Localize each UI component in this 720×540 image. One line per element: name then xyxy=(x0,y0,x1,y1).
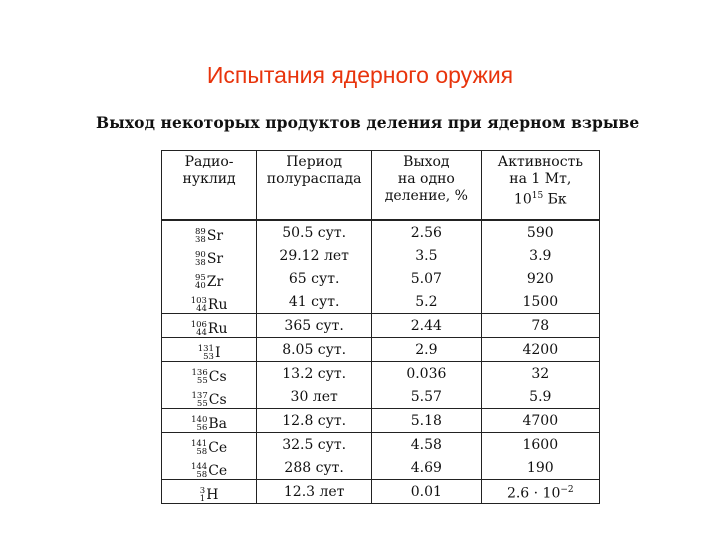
cell-half-life: 365 сут. xyxy=(257,314,372,338)
cell-half-life: 41 сут. xyxy=(257,290,372,314)
cell-half-life: 8.05 сут. xyxy=(257,338,372,362)
cell-yield: 2.9 xyxy=(372,338,481,362)
cell-half-life: 13.2 сут. xyxy=(257,362,372,386)
cell-half-life: 12.8 сут. xyxy=(257,409,372,433)
cell-yield: 2.56 xyxy=(372,220,481,244)
table-body xyxy=(162,220,600,504)
cell-activity: 1600 xyxy=(481,433,599,457)
table-row xyxy=(162,456,600,480)
cell-half-life: 12.3 лет xyxy=(257,480,372,504)
cell-yield: 5.57 xyxy=(372,385,481,409)
cell-nuclide: 95 40 Zr xyxy=(162,267,257,290)
table-caption: Выход некоторых продуктов деления при ядерном взрыве xyxy=(96,113,640,132)
header-nuclide: Радио- нуклид xyxy=(162,151,257,221)
cell-activity: 5.9 xyxy=(481,385,599,409)
cell-half-life: 32.5 сут. xyxy=(257,433,372,457)
cell-nuclide: 106 44 Ru xyxy=(162,314,257,338)
cell-nuclide: 141 58 Ce xyxy=(162,433,257,457)
table-row xyxy=(162,362,600,386)
table-row xyxy=(162,433,600,457)
cell-activity: 920 xyxy=(481,267,599,290)
cell-activity: 1500 xyxy=(481,290,599,314)
slide-title: Испытания ядерного оружия xyxy=(206,62,514,88)
table-row xyxy=(162,338,600,362)
cell-yield: 3.5 xyxy=(372,244,481,267)
cell-yield: 4.69 xyxy=(372,456,481,480)
fission-products-table xyxy=(161,150,600,504)
cell-half-life: 50.5 сут. xyxy=(257,220,372,244)
cell-nuclide: 103 44 Ru xyxy=(162,290,257,314)
cell-activity: 590 xyxy=(481,220,599,244)
cell-activity: 3.9 xyxy=(481,244,599,267)
table-row xyxy=(162,220,600,244)
cell-half-life: 30 лет xyxy=(257,385,372,409)
cell-yield: 5.07 xyxy=(372,267,481,290)
cell-activity: $2.6 \cdot 10^{-2}$ xyxy=(481,480,599,504)
table-row xyxy=(162,385,600,409)
cell-activity: 4200 xyxy=(481,338,599,362)
table-row xyxy=(162,409,600,433)
cell-half-life: 29.12 лет xyxy=(257,244,372,267)
header-activity: Активность на 1 Мт, $10^{15}$ Бк xyxy=(481,151,599,221)
cell-nuclide: 137 55 Cs xyxy=(162,385,257,409)
table-row xyxy=(162,244,600,267)
cell-half-life: 288 сут. xyxy=(257,456,372,480)
cell-yield: 5.18 xyxy=(372,409,481,433)
cell-yield: 2.44 xyxy=(372,314,481,338)
cell-yield: 0.01 xyxy=(372,480,481,504)
cell-nuclide: 144 58 Ce xyxy=(162,456,257,480)
header-half-life: Период полураспада xyxy=(257,151,372,221)
cell-activity: 78 xyxy=(481,314,599,338)
table-row xyxy=(162,314,600,338)
table-row xyxy=(162,290,600,314)
header-yield: Выход на одно деление, % xyxy=(372,151,481,221)
cell-activity: 4700 xyxy=(481,409,599,433)
table-row xyxy=(162,267,600,290)
cell-nuclide: 90 38 Sr xyxy=(162,244,257,267)
cell-yield: 0.036 xyxy=(372,362,481,386)
cell-nuclide: 3 1 H xyxy=(162,480,257,504)
cell-activity: 190 xyxy=(481,456,599,480)
table-row xyxy=(162,480,600,504)
cell-nuclide: 136 55 Cs xyxy=(162,362,257,386)
cell-activity: 32 xyxy=(481,362,599,386)
cell-nuclide: 140 56 Ba xyxy=(162,409,257,433)
cell-nuclide: 131 53 I xyxy=(162,338,257,362)
cell-yield: 5.2 xyxy=(372,290,481,314)
cell-yield: 4.58 xyxy=(372,433,481,457)
cell-half-life: 65 сут. xyxy=(257,267,372,290)
cell-nuclide: 89 38 Sr xyxy=(162,220,257,244)
header-row xyxy=(162,151,600,221)
